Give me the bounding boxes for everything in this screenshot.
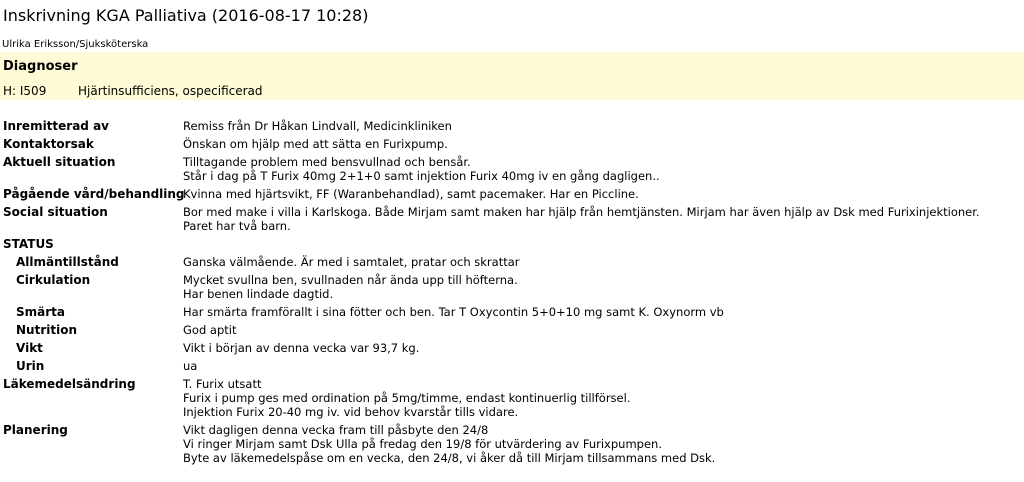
entry-value-line: God aptit <box>183 323 237 337</box>
entry-label: Pågående vård/behandling <box>3 187 185 201</box>
entry-value-line: Har smärta framförallt i sina fötter och ben. Tar T Oxycontin 5+0+10 mg samt K. Oxynorm vb <box>183 305 724 319</box>
entry-label: Smärta <box>16 305 65 319</box>
entry-value-line: Vikt dagligen denna vecka fram till påsbyte den 24/8 <box>183 423 489 437</box>
entry-value-line: Står i dag på T Furix 40mg 2+1+0 samt injektion Furix 40mg iv en gång dagligen.. <box>183 169 660 183</box>
entry-value-line: ua <box>183 359 198 373</box>
entry-label: Urin <box>16 359 45 373</box>
record-entry-row <box>0 255 1024 269</box>
entry-value-line: Mycket svullna ben, svullnaden når ända upp till höfterna. <box>183 273 518 287</box>
entry-label: Social situation <box>3 205 108 219</box>
entry-label: Vikt <box>16 341 43 355</box>
entry-value-line: Byte av läkemedelspåse om en vecka, den 24/8, vi åker då till Mirjam tillsammans med Dsk. <box>183 451 716 465</box>
record-entry-row <box>0 305 1024 319</box>
entry-value-line: Vikt i början av denna vecka var 93,7 kg. <box>183 341 420 355</box>
entry-value <box>183 205 980 233</box>
author-line: Ulrika Eriksson/Sjuksköterska <box>2 39 149 50</box>
entry-value-line: Bor med make i villa i Karlskoga. Både Mirjam samt maken har hjälp från hemtjänsten. Mirjam har även hjälp av Dsk med Furixinjektioner. <box>183 205 980 219</box>
entry-value <box>183 323 236 337</box>
diagnosis-code: H: I509 <box>3 84 47 98</box>
entry-label: Inremitterad av <box>3 119 109 133</box>
diagnoses-heading: Diagnoser <box>3 59 78 74</box>
entry-value-line: Har benen lindade dagtid. <box>183 287 334 301</box>
entry-value-line: Tilltagande problem med bensvullnad och bensår. <box>183 155 471 169</box>
entry-value <box>183 305 724 319</box>
entry-value-line: Injektion Furix 20-40 mg iv. vid behov kvarstår tills vidare. <box>183 405 519 419</box>
entry-label: Planering <box>3 423 68 437</box>
entry-value <box>183 155 660 183</box>
page-title: Inskrivning KGA Palliativa (2016-08-17 10:28) <box>3 6 369 25</box>
record-entry-row <box>0 237 1024 251</box>
entry-value <box>183 119 452 133</box>
entry-value <box>183 341 419 355</box>
entry-value <box>183 255 520 269</box>
record-entry-row <box>0 377 1024 419</box>
entry-label: Läkemedelsändring <box>3 377 136 391</box>
record-entry-row <box>0 273 1024 301</box>
record-entry-row <box>0 359 1024 373</box>
entry-label: Kontaktorsak <box>3 137 94 151</box>
record-entry-row <box>0 155 1024 183</box>
entry-value-line: Önskan om hjälp med att sätta en Furixpump. <box>183 137 448 151</box>
entry-value <box>183 423 715 465</box>
record-entries <box>0 119 1024 465</box>
entry-value-line: Paret har två barn. <box>183 219 291 233</box>
entry-label: Aktuell situation <box>3 155 116 169</box>
record-entry-row <box>0 187 1024 201</box>
entry-value <box>183 359 197 373</box>
entry-value <box>183 137 448 151</box>
entry-value <box>183 273 518 301</box>
entry-label: Allmäntillstånd <box>16 255 119 269</box>
record-entry-row <box>0 423 1024 465</box>
record-entry-row <box>0 137 1024 151</box>
entry-value-line: Ganska välmående. Är med i samtalet, pratar och skrattar <box>183 255 520 269</box>
entry-value <box>183 377 630 419</box>
entry-value <box>183 187 639 201</box>
record-entry-row <box>0 119 1024 133</box>
entry-value-line: Kvinna med hjärtsvikt, FF (Waranbehandlad), samt pacemaker. Har en Piccline. <box>183 187 639 201</box>
record-entry-row <box>0 341 1024 355</box>
entry-label: Nutrition <box>16 323 77 337</box>
entry-label: Cirkulation <box>16 273 91 287</box>
entry-label: STATUS <box>3 237 54 251</box>
entry-value-line: T. Furix utsatt <box>183 377 262 391</box>
diagnoses-section <box>0 52 1024 100</box>
record-entry-row <box>0 205 1024 233</box>
diagnosis-text: Hjärtinsufficiens, ospecificerad <box>78 84 263 98</box>
entry-value-line: Remiss från Dr Håkan Lindvall, Medicinkliniken <box>183 119 452 133</box>
entry-value-line: Vi ringer Mirjam samt Dsk Ulla på fredag den 19/8 för utvärdering av Furixpumpen. <box>183 437 662 451</box>
record-entry-row <box>0 323 1024 337</box>
entry-value-line: Furix i pump ges med ordination på 5mg/timme, endast kontinuerlig tillförsel. <box>183 391 631 405</box>
